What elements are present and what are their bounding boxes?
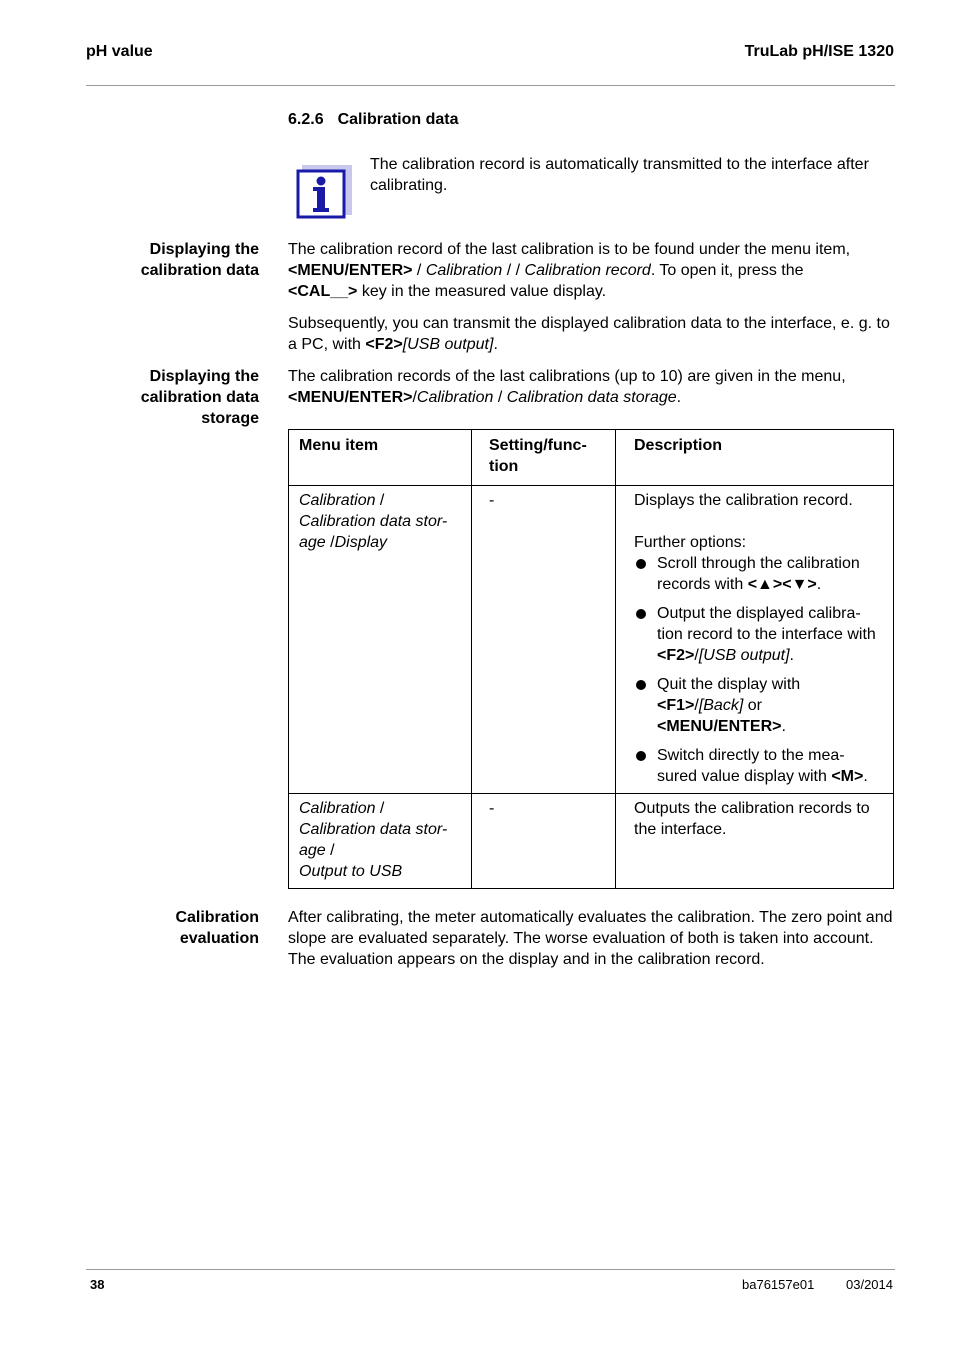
paragraph-calibration-record-location: [288, 239, 895, 302]
side-heading-calibration-evaluation: [86, 907, 259, 949]
options-list: [634, 553, 883, 787]
side-heading-line: calibration data: [140, 389, 259, 406]
menu-table: [288, 429, 894, 889]
table-row: [289, 794, 894, 889]
text: The calibration records of the last calibrations (up to 10) are given in the menu,: [288, 368, 846, 385]
table-header-row: [289, 430, 894, 486]
menu-path-calibration-data-storage: Calibration data storage: [506, 389, 677, 406]
text: /: [412, 389, 417, 406]
key-arrows: <▲><▼>: [747, 576, 817, 593]
header-line: Setting/func-: [489, 437, 587, 454]
text: Output the displayed calibra-tion record to the interface with: [657, 605, 876, 643]
table-row: [289, 486, 894, 794]
further-options-label: Further options:: [634, 534, 747, 551]
column-header-menu-item: Menu item: [289, 430, 472, 486]
side-heading-line: evaluation: [179, 930, 259, 947]
text: key in the measured value display.: [357, 283, 607, 300]
menu-item-cell: [289, 486, 472, 794]
menu-path: Output to USB: [299, 863, 403, 880]
text: /: [493, 389, 507, 406]
text: .: [789, 647, 794, 664]
text: /: [325, 534, 335, 551]
header-rule: [86, 85, 895, 86]
menu-path: age: [299, 534, 326, 551]
text: /: [325, 842, 335, 859]
section-heading: [288, 111, 459, 129]
footer-rule: [86, 1269, 895, 1270]
menu-path-calibration-record: Calibration record: [524, 262, 651, 279]
key-menu-enter: <MENU/ENTER>: [288, 262, 413, 279]
side-heading-line: calibration data: [140, 262, 259, 279]
side-heading-line: storage: [201, 410, 259, 427]
document-date: 03/2014: [846, 1277, 893, 1292]
page-number: 38: [90, 1277, 105, 1292]
menu-path: Display: [334, 534, 388, 551]
softkey-back: [Back]: [698, 697, 744, 714]
info-icon: [296, 163, 352, 219]
description-cell: [616, 486, 894, 794]
text: /: [375, 492, 385, 509]
side-heading-displaying-calibration-data: [86, 239, 259, 281]
setting-cell: -: [472, 486, 616, 794]
paragraph-transmit-calibration-data: [288, 313, 895, 355]
menu-path-calibration: Calibration: [425, 262, 503, 279]
text: .: [816, 576, 822, 593]
text: Quit the display with: [657, 676, 801, 693]
bullet-icon: [636, 609, 646, 619]
text: /: [375, 800, 385, 817]
document-number: ba76157e01: [742, 1277, 815, 1292]
bullet-icon: [636, 751, 646, 761]
text: The calibration record of the last calibration is to be found under the menu item,: [288, 241, 851, 258]
text: /: [694, 697, 699, 714]
side-heading-line: Displaying the: [149, 241, 259, 258]
text: or: [743, 697, 762, 714]
menu-path: Calibration: [299, 800, 376, 817]
key-f2: <F2>: [657, 647, 695, 664]
side-heading-calibration-data-storage: [86, 366, 259, 429]
text: .: [676, 389, 682, 406]
text: .: [781, 718, 786, 735]
key-menu-enter: <MENU/ENTER>: [657, 718, 782, 735]
menu-path: Calibration data stor-: [299, 821, 448, 838]
menu-item-cell: [289, 794, 472, 889]
description-cell: Outputs the calibration records to the interface.: [616, 794, 894, 889]
text: /: [694, 647, 699, 664]
section-number: 6.2.6: [288, 111, 324, 128]
header-line: tion: [489, 458, 519, 475]
text: .: [493, 336, 498, 353]
text: .: [863, 768, 868, 785]
text: Scroll through the calibration records with: [657, 555, 860, 593]
bullet-icon: [636, 680, 646, 690]
bullet-icon: [636, 559, 646, 569]
side-heading-line: Calibration: [175, 909, 259, 926]
paragraph-calibration-storage-location: [288, 366, 895, 408]
description-text: Displays the calibration record.: [634, 492, 853, 509]
text: Subsequently, you can transmit the displayed calibration data to the interface, e. g. to a PC, with: [288, 315, 890, 353]
running-header-right: TruLab pH/ISE 1320: [744, 43, 894, 60]
list-item: [634, 553, 883, 595]
side-heading-line: Displaying the: [149, 368, 259, 385]
softkey-usb-output: [USB output]: [402, 336, 494, 353]
text: /: [412, 262, 426, 279]
menu-path: Calibration data stor-: [299, 513, 448, 530]
setting-cell: -: [472, 794, 616, 889]
softkey-usb-output: [USB output]: [698, 647, 790, 664]
list-item: [634, 674, 883, 737]
list-item: [634, 603, 883, 666]
text: / /: [502, 262, 525, 279]
text: Switch directly to the mea-sured value display with: [657, 747, 845, 785]
list-item: [634, 745, 883, 787]
key-cal: <CAL__>: [288, 283, 358, 300]
menu-path: Calibration: [299, 492, 376, 509]
column-header-description: Description: [616, 430, 894, 486]
section-title: Calibration data: [337, 111, 459, 128]
menu-path-calibration: Calibration: [416, 389, 494, 406]
key-m: <M>: [831, 768, 864, 785]
info-note-text: The calibration record is automatically transmitted to the interface after calibrating.: [370, 156, 869, 194]
running-header-left: pH value: [86, 43, 153, 60]
key-f2: <F2>: [365, 336, 403, 353]
paragraph-calibration-evaluation: After calibrating, the meter automatically evaluates the calibration. The zero point and slope are evaluated separately. The worse evaluation of both is taken into account. The evaluation appears on the display and in the calibration record.: [288, 909, 893, 968]
key-f1: <F1>: [657, 697, 695, 714]
column-header-setting-function: [472, 430, 616, 486]
text: . To open it, press the: [650, 262, 804, 279]
menu-path: age: [299, 842, 326, 859]
key-menu-enter: <MENU/ENTER>: [288, 389, 413, 406]
